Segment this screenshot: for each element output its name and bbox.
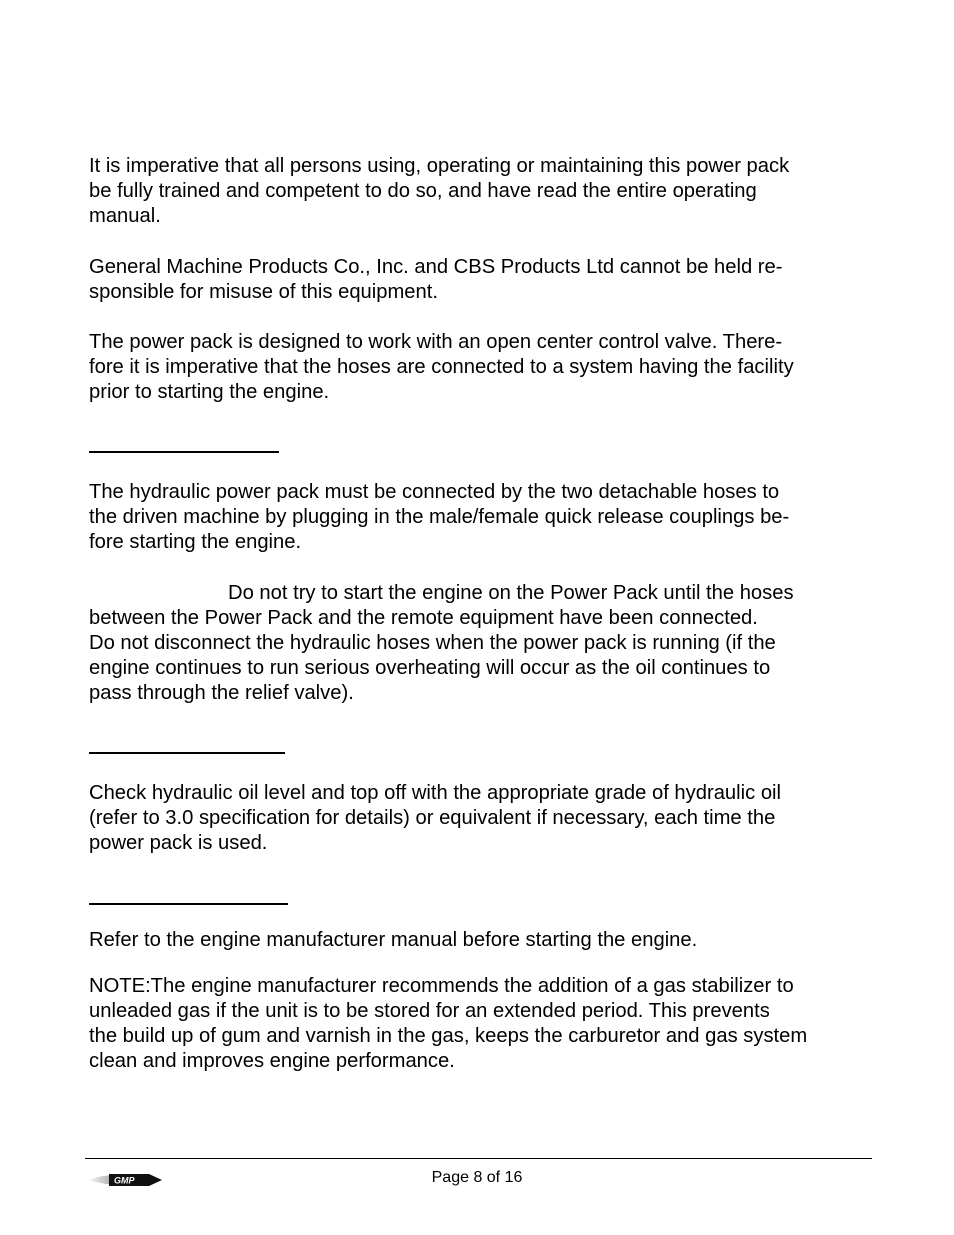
text-line: It is imperative that all persons using, operating or maintaining this power pack xyxy=(89,155,790,177)
valve-paragraph xyxy=(89,330,879,405)
text-line: between the Power Pack and the remote equipment have been connected. xyxy=(89,607,758,629)
note-paragraph xyxy=(89,974,879,1074)
text-line: (refer to 3.0 specification for details) or equivalent if necessary, each time the xyxy=(89,807,776,829)
text-line: the driven machine by plugging in the male/female quick release couplings be- xyxy=(89,506,790,528)
text-line: Do not disconnect the hydraulic hoses when the power pack is running (if the xyxy=(89,632,776,654)
text-line: engine continues to run serious overheating will occur as the oil continues to xyxy=(89,657,771,679)
footer-divider xyxy=(85,1158,872,1159)
logo-text: GMP xyxy=(114,1175,135,1186)
text-line: sponsible for misuse of this equipment. xyxy=(89,281,438,303)
text-line: NOTE:The engine manufacturer recommends the addition of a gas stabilizer to xyxy=(89,975,794,997)
oil-check-paragraph xyxy=(89,781,879,856)
text-line: prior to starting the engine. xyxy=(89,381,330,403)
section-heading-underline xyxy=(89,752,285,754)
text-line: Check hydraulic oil level and top off with the appropriate grade of hydraulic oil xyxy=(89,782,782,804)
text-line: unleaded gas if the unit is to be stored for an extended period. This prevents xyxy=(89,1000,770,1022)
training-paragraph xyxy=(89,154,879,229)
page-number: Page 8 of 16 xyxy=(431,1169,523,1186)
text-line: power pack is used. xyxy=(89,832,268,854)
text-line: pass through the relief valve). xyxy=(89,682,354,704)
text-line: General Machine Products Co., Inc. and CBS Products Ltd cannot be held re- xyxy=(89,256,783,278)
text-line: be fully trained and competent to do so, and have read the entire operating xyxy=(89,180,757,202)
text-line: Refer to the engine manufacturer manual before starting the engine. xyxy=(89,929,698,951)
text-line: the build up of gum and varnish in the gas, keeps the carburetor and gas system xyxy=(89,1025,808,1047)
engine-manual-paragraph xyxy=(89,928,879,953)
connection-paragraph xyxy=(89,480,879,555)
text-line: fore starting the engine. xyxy=(89,531,302,553)
text-line: fore it is imperative that the hoses are connected to a system having the facility xyxy=(89,356,794,378)
section-heading-underline xyxy=(89,451,279,453)
text-line: Do not try to start the engine on the Power Pack until the hoses xyxy=(228,582,794,604)
text-line: The power pack is designed to work with an open center control valve. There- xyxy=(89,331,783,353)
text-line: manual. xyxy=(89,205,161,227)
warning-paragraph xyxy=(89,581,879,706)
text-line: clean and improves engine performance. xyxy=(89,1050,455,1072)
section-heading-underline xyxy=(89,903,288,905)
liability-paragraph xyxy=(89,255,879,305)
text-line: The hydraulic power pack must be connected by the two detachable hoses to xyxy=(89,481,780,503)
